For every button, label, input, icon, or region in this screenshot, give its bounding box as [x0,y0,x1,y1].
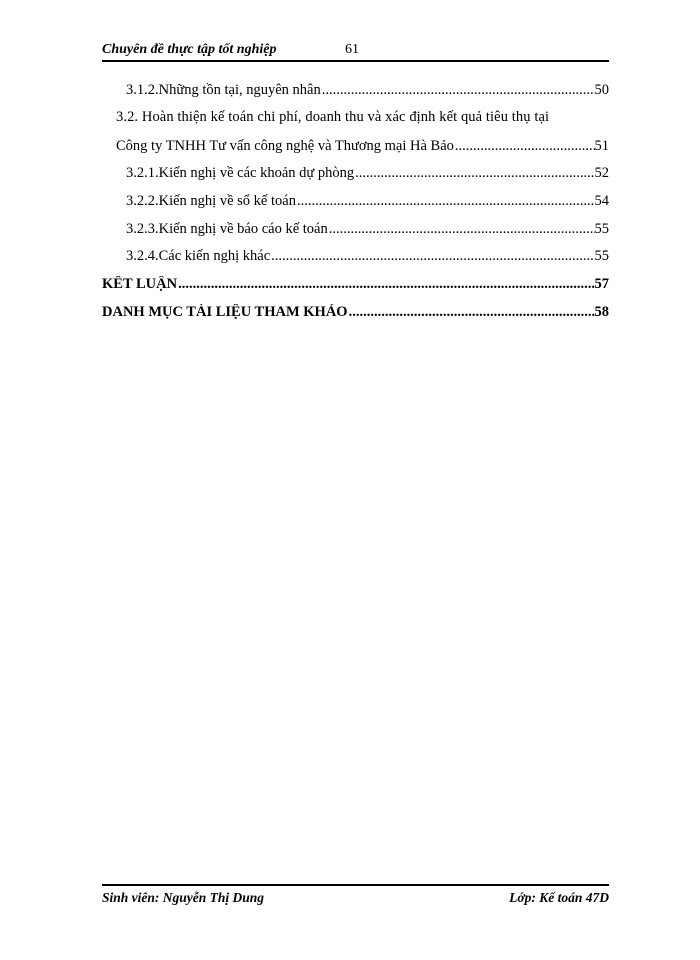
footer-class: Lớp: Kế toán 47D [509,890,609,905]
toc-entry-title: KẾT LUẬN [102,276,178,292]
dot-leader [348,304,595,321]
toc-entry-3-2-line2 [116,138,609,155]
toc-entry-page: 54 [594,193,609,209]
dot-leader [321,82,595,99]
toc-entry-page: 55 [594,248,609,264]
page-header [102,40,609,62]
toc-entry-title-line1: 3.2. Hoàn thiện kế toán chi phí, doanh thu và xác định kết quả tiêu thụ tại [116,109,550,125]
dot-leader [354,165,594,182]
toc-entry-3-2-2[interactable] [126,193,609,210]
toc-entry-3-2-1[interactable] [126,165,609,182]
toc-entry-title: 3.2.2.Kiến nghị về sổ kế toán [126,193,296,209]
toc-entry-title: 3.2.4.Các kiến nghị khác [126,248,271,264]
dot-leader [454,138,595,155]
toc-entry-3-2-4[interactable] [126,248,609,265]
toc-entry-page: 58 [594,304,609,320]
toc-entry-3-1-2[interactable] [126,82,609,99]
toc-entry-title: 3.2.3.Kiến nghị về báo cáo kế toán [126,221,328,237]
toc-entry-title: 3.1.2.Những tồn tại, nguyên nhân [126,82,321,98]
toc-entry-page: 51 [594,138,609,154]
toc-entry-page: 50 [594,82,609,98]
toc-entry-3-2-3[interactable] [126,221,609,238]
toc-entry-title: 3.2.1.Kiến nghị về các khoản dự phòng [126,165,355,181]
dot-leader [270,248,594,265]
toc-entry-page: 52 [594,165,609,181]
dot-leader [177,276,594,293]
header-page-number: 61 [345,42,359,57]
dot-leader [296,193,595,210]
footer-student: Sinh viên: Nguyễn Thị Dung [102,890,265,905]
toc-entry-title-line2: Công ty TNHH Tư vấn công nghệ và Thương mại Hà Bảo [116,138,454,154]
toc-entry-page: 55 [594,221,609,237]
dot-leader [328,221,595,238]
header-title: Chuyên đề thực tập tốt nghiệp [102,42,277,57]
page-footer [102,884,609,908]
toc-entry-title: DANH MỤC TÀI LIỆU THAM KHẢO [102,304,348,320]
toc-entry-ket-luan[interactable] [102,276,609,293]
toc-entry-page: 57 [594,276,609,292]
toc-entry-tai-lieu-tham-khao[interactable] [102,304,609,321]
